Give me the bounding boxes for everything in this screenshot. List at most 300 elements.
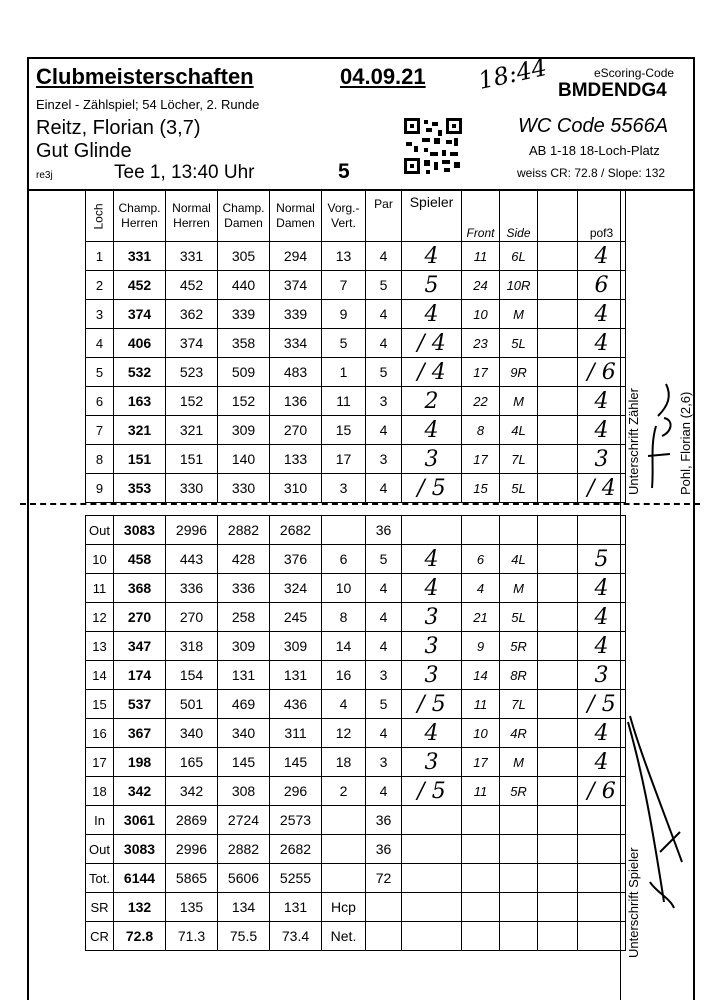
summary-label: CR bbox=[86, 922, 114, 951]
hole-row bbox=[86, 603, 626, 632]
champ-herren-value: 374 bbox=[114, 300, 166, 329]
normal-damen-value: 436 bbox=[270, 690, 322, 719]
out-row bbox=[86, 516, 626, 545]
hole-number: 14 bbox=[86, 661, 114, 690]
front-value: 9 bbox=[462, 632, 500, 661]
front-value: 10 bbox=[462, 300, 500, 329]
hole-row bbox=[86, 242, 626, 271]
champ-damen-value: 509 bbox=[218, 358, 270, 387]
blank-cell bbox=[538, 574, 578, 603]
vorg-value: 18 bbox=[322, 748, 366, 777]
spieler-score: 5 bbox=[402, 271, 462, 300]
par-value: 4 bbox=[366, 300, 402, 329]
par-value: 3 bbox=[366, 661, 402, 690]
spieler-score: 3 bbox=[402, 661, 462, 690]
extra-label: Hcp bbox=[322, 893, 366, 922]
hole-number: 2 bbox=[86, 271, 114, 300]
champ-damen-value: 340 bbox=[218, 719, 270, 748]
par-total: 36 bbox=[366, 516, 402, 545]
normal-damen-value: 309 bbox=[270, 632, 322, 661]
champ-damen-total: 134 bbox=[218, 893, 270, 922]
normal-herren-value: 362 bbox=[166, 300, 218, 329]
front-value: 15 bbox=[462, 474, 500, 503]
slope-rating-row bbox=[86, 893, 626, 922]
champ-herren-total: 3083 bbox=[114, 516, 166, 545]
champ-herren-value: 406 bbox=[114, 329, 166, 358]
normal-damen-value: 294 bbox=[270, 242, 322, 271]
hole-row bbox=[86, 661, 626, 690]
side-value: M bbox=[500, 748, 538, 777]
champ-herren-value: 537 bbox=[114, 690, 166, 719]
card-title: Clubmeisterschaften bbox=[36, 64, 254, 89]
front-value: 11 bbox=[462, 242, 500, 271]
vorg-value: 9 bbox=[322, 300, 366, 329]
hole-number: 7 bbox=[86, 416, 114, 445]
pof3-score: 4 bbox=[578, 329, 626, 358]
normal-herren-total: 71.3 bbox=[166, 922, 218, 951]
blank-cell bbox=[538, 922, 578, 951]
blank-cell bbox=[500, 806, 538, 835]
normal-damen-value: 374 bbox=[270, 271, 322, 300]
normal-damen-value: 483 bbox=[270, 358, 322, 387]
qr-code-icon bbox=[404, 118, 462, 174]
vorg-header: Vorg.- Vert. bbox=[322, 191, 366, 242]
ref-code: re3j bbox=[36, 170, 53, 181]
champ-herren-value: 321 bbox=[114, 416, 166, 445]
spieler-score: / 5 bbox=[402, 474, 462, 503]
normal-herren-value: 340 bbox=[166, 719, 218, 748]
hole-number: 11 bbox=[86, 574, 114, 603]
normal-damen-value: 296 bbox=[270, 777, 322, 806]
normal-herren-value: 321 bbox=[166, 416, 218, 445]
normal-herren-total: 2996 bbox=[166, 516, 218, 545]
par-value: 3 bbox=[366, 387, 402, 416]
normal-herren-value: 342 bbox=[166, 777, 218, 806]
hole-row bbox=[86, 300, 626, 329]
normal-damen-value: 310 bbox=[270, 474, 322, 503]
hole-number: 9 bbox=[86, 474, 114, 503]
blank-cell bbox=[500, 864, 538, 893]
flight-number: 5 bbox=[338, 160, 350, 183]
side-value: 5L bbox=[500, 474, 538, 503]
hole-number: 1 bbox=[86, 242, 114, 271]
pof3-score: / 6 bbox=[578, 777, 626, 806]
champ-herren-value: 367 bbox=[114, 719, 166, 748]
blank-cell bbox=[462, 806, 500, 835]
blank-cell bbox=[538, 632, 578, 661]
vorg-value: 2 bbox=[322, 777, 366, 806]
normal-damen-total: 5255 bbox=[270, 864, 322, 893]
spieler-score: / 5 bbox=[402, 690, 462, 719]
front-nine-table bbox=[85, 190, 626, 503]
champ-damen-value: 469 bbox=[218, 690, 270, 719]
par-total: 36 bbox=[366, 806, 402, 835]
hole-row bbox=[86, 748, 626, 777]
pof3-score: 4 bbox=[578, 603, 626, 632]
hole-row bbox=[86, 574, 626, 603]
spieler-score: / 5 bbox=[402, 777, 462, 806]
par-total: 36 bbox=[366, 835, 402, 864]
front-value: 11 bbox=[462, 690, 500, 719]
side-value: 4L bbox=[500, 416, 538, 445]
vorg-value: 17 bbox=[322, 445, 366, 474]
spieler-score: 4 bbox=[402, 242, 462, 271]
front-value: 8 bbox=[462, 416, 500, 445]
blank-cell bbox=[538, 416, 578, 445]
normal-damen-value: 136 bbox=[270, 387, 322, 416]
par-value: 4 bbox=[366, 474, 402, 503]
front-value: 22 bbox=[462, 387, 500, 416]
front-value: 17 bbox=[462, 445, 500, 474]
pof3-score: 4 bbox=[578, 748, 626, 777]
par-value: 4 bbox=[366, 574, 402, 603]
champ-herren-header: Champ. Herren bbox=[114, 191, 166, 242]
total-row bbox=[86, 864, 626, 893]
champ-herren-total: 72.8 bbox=[114, 922, 166, 951]
spieler-signature bbox=[620, 712, 692, 912]
normal-herren-value: 318 bbox=[166, 632, 218, 661]
side-value: 8R bbox=[500, 661, 538, 690]
blank-cell bbox=[538, 806, 578, 835]
escoring-code: BMDENDG4 bbox=[558, 80, 667, 101]
blank-cell bbox=[402, 516, 462, 545]
blank-cell bbox=[322, 835, 366, 864]
hole-row bbox=[86, 445, 626, 474]
normal-herren-total: 2996 bbox=[166, 835, 218, 864]
champ-herren-value: 532 bbox=[114, 358, 166, 387]
front-value: 14 bbox=[462, 661, 500, 690]
hole-number: 18 bbox=[86, 777, 114, 806]
vorg-value: 4 bbox=[322, 690, 366, 719]
pof3-score: 4 bbox=[578, 719, 626, 748]
normal-herren-header: Normal Herren bbox=[166, 191, 218, 242]
spieler-score: / 4 bbox=[402, 358, 462, 387]
blank-cell bbox=[578, 835, 626, 864]
champ-herren-value: 163 bbox=[114, 387, 166, 416]
hole-row bbox=[86, 545, 626, 574]
front-value: 21 bbox=[462, 603, 500, 632]
par-value: 3 bbox=[366, 445, 402, 474]
rating-info: weiss CR: 72.8 / Slope: 132 bbox=[517, 166, 666, 180]
normal-damen-value: 334 bbox=[270, 329, 322, 358]
normal-herren-value: 336 bbox=[166, 574, 218, 603]
normal-herren-total: 2869 bbox=[166, 806, 218, 835]
par-value: 3 bbox=[366, 748, 402, 777]
column-header-row bbox=[86, 191, 626, 242]
hole-row bbox=[86, 632, 626, 661]
normal-herren-value: 165 bbox=[166, 748, 218, 777]
spieler-score: 3 bbox=[402, 632, 462, 661]
normal-herren-value: 330 bbox=[166, 474, 218, 503]
pof3-score: 6 bbox=[578, 271, 626, 300]
normal-damen-total: 73.4 bbox=[270, 922, 322, 951]
champ-damen-value: 440 bbox=[218, 271, 270, 300]
side-value: 4R bbox=[500, 719, 538, 748]
blank-cell bbox=[538, 864, 578, 893]
hole-number: 15 bbox=[86, 690, 114, 719]
champ-herren-value: 347 bbox=[114, 632, 166, 661]
side-value: 6L bbox=[500, 242, 538, 271]
spieler-score: 2 bbox=[402, 387, 462, 416]
blank-cell bbox=[578, 893, 626, 922]
side-value: 10R bbox=[500, 271, 538, 300]
champ-damen-total: 5606 bbox=[218, 864, 270, 893]
extra-label: Net. bbox=[322, 922, 366, 951]
blank-cell bbox=[538, 748, 578, 777]
side-value: 5R bbox=[500, 632, 538, 661]
hole-row bbox=[86, 416, 626, 445]
normal-damen-total: 131 bbox=[270, 893, 322, 922]
normal-damen-value: 145 bbox=[270, 748, 322, 777]
blank-cell bbox=[538, 516, 578, 545]
vorg-value: 14 bbox=[322, 632, 366, 661]
front-value: 17 bbox=[462, 358, 500, 387]
pof3-score: / 5 bbox=[578, 690, 626, 719]
blank-cell bbox=[402, 864, 462, 893]
champ-herren-value: 270 bbox=[114, 603, 166, 632]
pof3-score: 3 bbox=[578, 445, 626, 474]
hole-number: 17 bbox=[86, 748, 114, 777]
club-name: Gut Glinde bbox=[36, 140, 132, 162]
blank-cell bbox=[322, 516, 366, 545]
blank-cell bbox=[538, 300, 578, 329]
side-value: 5L bbox=[500, 329, 538, 358]
pof3-score: 4 bbox=[578, 242, 626, 271]
champ-herren-total: 3083 bbox=[114, 835, 166, 864]
blank-cell bbox=[402, 806, 462, 835]
blank-cell bbox=[538, 893, 578, 922]
blank-cell bbox=[500, 835, 538, 864]
par-value: 5 bbox=[366, 690, 402, 719]
pof3-score: 5 bbox=[578, 545, 626, 574]
summary-label: In bbox=[86, 806, 114, 835]
champ-herren-value: 368 bbox=[114, 574, 166, 603]
game-mode: Einzel - Zählspiel; 54 Löcher, 2. Runde bbox=[36, 97, 260, 112]
hole-number: 4 bbox=[86, 329, 114, 358]
par-value: 5 bbox=[366, 358, 402, 387]
champ-damen-total: 2882 bbox=[218, 516, 270, 545]
vorg-value: 15 bbox=[322, 416, 366, 445]
par-total: 72 bbox=[366, 864, 402, 893]
front-header: Front bbox=[462, 191, 500, 242]
vorg-value: 1 bbox=[322, 358, 366, 387]
pof3-score: 4 bbox=[578, 574, 626, 603]
hole-number: 5 bbox=[86, 358, 114, 387]
pof3-score: / 4 bbox=[578, 474, 626, 503]
par-header: Par bbox=[366, 191, 402, 242]
blank-cell bbox=[538, 242, 578, 271]
par-value: 4 bbox=[366, 632, 402, 661]
par-value: 4 bbox=[366, 242, 402, 271]
champ-damen-value: 305 bbox=[218, 242, 270, 271]
pof3-score: / 6 bbox=[578, 358, 626, 387]
tear-line bbox=[20, 503, 700, 505]
blank-cell bbox=[538, 271, 578, 300]
side-value: 7L bbox=[500, 690, 538, 719]
vorg-value: 7 bbox=[322, 271, 366, 300]
champ-damen-value: 309 bbox=[218, 416, 270, 445]
front-value: 17 bbox=[462, 748, 500, 777]
spieler-signature-label: Unterschrift Spieler bbox=[626, 847, 641, 958]
normal-damen-total: 2682 bbox=[270, 835, 322, 864]
normal-herren-value: 443 bbox=[166, 545, 218, 574]
blank-cell bbox=[538, 719, 578, 748]
blank-cell bbox=[462, 893, 500, 922]
normal-damen-value: 376 bbox=[270, 545, 322, 574]
spieler-header: Spieler bbox=[402, 191, 462, 242]
zaehler-signature bbox=[644, 376, 678, 494]
champ-herren-value: 151 bbox=[114, 445, 166, 474]
front-value: 24 bbox=[462, 271, 500, 300]
normal-damen-value: 311 bbox=[270, 719, 322, 748]
champ-damen-value: 336 bbox=[218, 574, 270, 603]
hole-row bbox=[86, 474, 626, 503]
champ-herren-value: 458 bbox=[114, 545, 166, 574]
champ-herren-value: 198 bbox=[114, 748, 166, 777]
vorg-value: 13 bbox=[322, 242, 366, 271]
hole-row bbox=[86, 777, 626, 806]
pof3-score: 4 bbox=[578, 300, 626, 329]
spieler-score: 4 bbox=[402, 574, 462, 603]
champ-herren-total: 132 bbox=[114, 893, 166, 922]
spieler-score: 4 bbox=[402, 300, 462, 329]
champ-damen-header: Champ. Damen bbox=[218, 191, 270, 242]
spieler-score: 4 bbox=[402, 719, 462, 748]
hole-number: 13 bbox=[86, 632, 114, 661]
vorg-value: 5 bbox=[322, 329, 366, 358]
zaehler-signature-label: Unterschrift Zähler bbox=[626, 388, 641, 495]
course-info: AB 1-18 18-Loch-Platz bbox=[529, 143, 660, 158]
blank-cell bbox=[538, 545, 578, 574]
spieler-score: 4 bbox=[402, 416, 462, 445]
course-rating-row bbox=[86, 922, 626, 951]
normal-damen-value: 339 bbox=[270, 300, 322, 329]
normal-herren-value: 154 bbox=[166, 661, 218, 690]
back-nine-table bbox=[85, 515, 626, 951]
blank-cell bbox=[538, 358, 578, 387]
hole-number: 16 bbox=[86, 719, 114, 748]
champ-damen-value: 152 bbox=[218, 387, 270, 416]
zaehler-name: Pohl, Florian (2,6) bbox=[678, 391, 693, 495]
champ-herren-value: 452 bbox=[114, 271, 166, 300]
par-value: 4 bbox=[366, 416, 402, 445]
par-value: 4 bbox=[366, 603, 402, 632]
blank-cell bbox=[538, 603, 578, 632]
champ-damen-value: 258 bbox=[218, 603, 270, 632]
hole-number: 8 bbox=[86, 445, 114, 474]
champ-damen-value: 309 bbox=[218, 632, 270, 661]
spieler-score: 3 bbox=[402, 445, 462, 474]
player-name: Reitz, Florian (3,7) bbox=[36, 117, 201, 139]
side-value: 9R bbox=[500, 358, 538, 387]
blank-cell bbox=[366, 893, 402, 922]
normal-damen-value: 133 bbox=[270, 445, 322, 474]
front-value: 6 bbox=[462, 545, 500, 574]
side-header: Side bbox=[500, 191, 538, 242]
hole-number: 6 bbox=[86, 387, 114, 416]
vorg-value: 8 bbox=[322, 603, 366, 632]
vorg-value: 11 bbox=[322, 387, 366, 416]
blank-cell bbox=[322, 864, 366, 893]
champ-herren-value: 174 bbox=[114, 661, 166, 690]
normal-herren-value: 270 bbox=[166, 603, 218, 632]
blank-cell bbox=[538, 835, 578, 864]
par-value: 4 bbox=[366, 777, 402, 806]
blank-cell bbox=[500, 893, 538, 922]
normal-damen-total: 2573 bbox=[270, 806, 322, 835]
side-value: 7L bbox=[500, 445, 538, 474]
normal-damen-total: 2682 bbox=[270, 516, 322, 545]
hole-row bbox=[86, 329, 626, 358]
summary-label: Out bbox=[86, 516, 114, 545]
normal-damen-value: 270 bbox=[270, 416, 322, 445]
normal-herren-value: 501 bbox=[166, 690, 218, 719]
blank-cell bbox=[578, 516, 626, 545]
champ-herren-value: 331 bbox=[114, 242, 166, 271]
vorg-value: 3 bbox=[322, 474, 366, 503]
in-row bbox=[86, 806, 626, 835]
champ-damen-value: 339 bbox=[218, 300, 270, 329]
handwritten-time: 18:44 bbox=[475, 53, 550, 95]
par-value: 5 bbox=[366, 545, 402, 574]
vorg-value: 10 bbox=[322, 574, 366, 603]
front-value: 23 bbox=[462, 329, 500, 358]
blank-cell bbox=[462, 864, 500, 893]
vorg-value: 6 bbox=[322, 545, 366, 574]
side-value: M bbox=[500, 574, 538, 603]
par-value: 5 bbox=[366, 271, 402, 300]
loch-header: Loch bbox=[86, 191, 114, 242]
out-row-total bbox=[86, 835, 626, 864]
normal-damen-value: 245 bbox=[270, 603, 322, 632]
hole-number: 3 bbox=[86, 300, 114, 329]
hole-number: 12 bbox=[86, 603, 114, 632]
blank-cell bbox=[578, 806, 626, 835]
side-value: 4L bbox=[500, 545, 538, 574]
blank-cell bbox=[500, 922, 538, 951]
blank-header bbox=[538, 191, 578, 242]
spieler-score: 3 bbox=[402, 603, 462, 632]
normal-damen-header: Normal Damen bbox=[270, 191, 322, 242]
normal-damen-value: 324 bbox=[270, 574, 322, 603]
champ-herren-value: 342 bbox=[114, 777, 166, 806]
champ-damen-total: 2724 bbox=[218, 806, 270, 835]
blank-cell bbox=[538, 445, 578, 474]
front-value: 4 bbox=[462, 574, 500, 603]
tee-time: Tee 1, 13:40 Uhr bbox=[114, 162, 255, 183]
par-value: 4 bbox=[366, 329, 402, 358]
normal-damen-value: 131 bbox=[270, 661, 322, 690]
champ-damen-value: 330 bbox=[218, 474, 270, 503]
champ-herren-total: 3061 bbox=[114, 806, 166, 835]
pof3-score: 4 bbox=[578, 632, 626, 661]
left-margin-divider bbox=[27, 189, 85, 1000]
hole-row bbox=[86, 690, 626, 719]
vorg-value: 16 bbox=[322, 661, 366, 690]
blank-cell bbox=[462, 835, 500, 864]
champ-herren-total: 6144 bbox=[114, 864, 166, 893]
normal-herren-value: 374 bbox=[166, 329, 218, 358]
normal-herren-value: 151 bbox=[166, 445, 218, 474]
side-value: 5L bbox=[500, 603, 538, 632]
pof3-score: 4 bbox=[578, 387, 626, 416]
champ-damen-value: 358 bbox=[218, 329, 270, 358]
hole-row bbox=[86, 271, 626, 300]
pof3-score: 3 bbox=[578, 661, 626, 690]
blank-cell bbox=[538, 690, 578, 719]
side-value: M bbox=[500, 300, 538, 329]
front-value: 10 bbox=[462, 719, 500, 748]
